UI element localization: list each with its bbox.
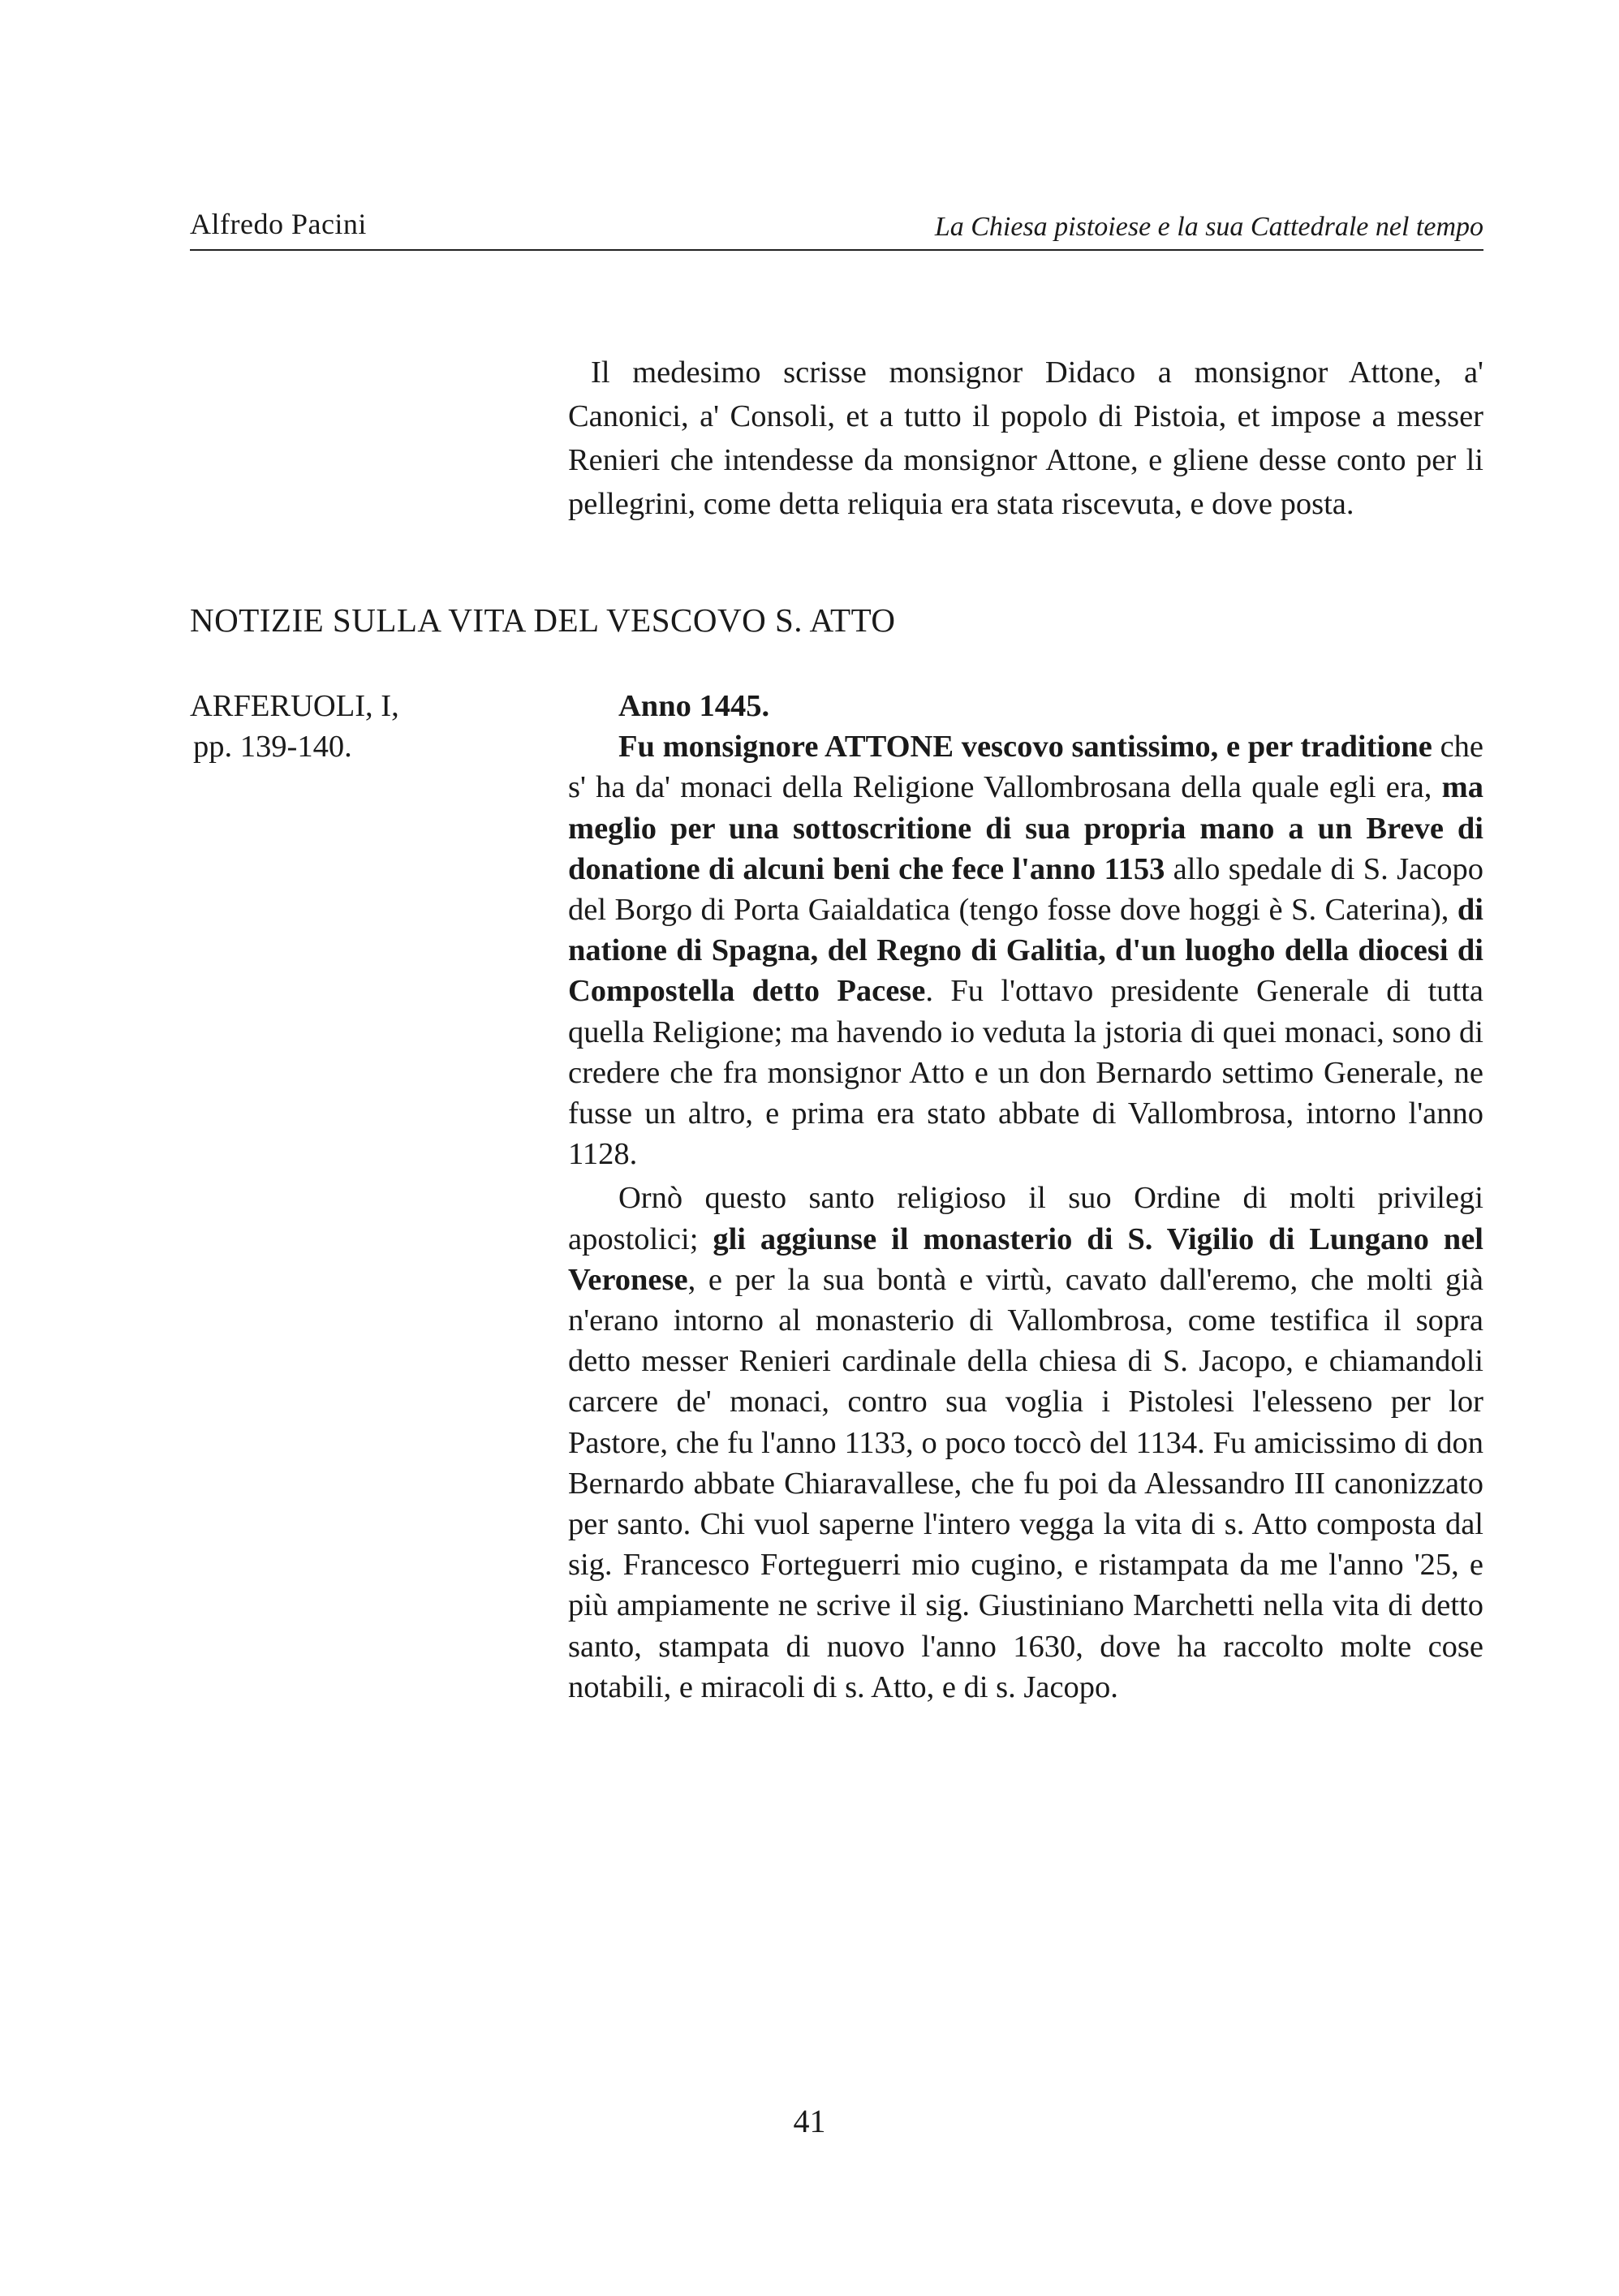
text-run: . Fu l'ottavo presidente Generale di tutta quella Religione; ma havendo io veduta la jstoria di quei monaci, sono di credere che fra monsignor Atto e un don Bernardo settimo Generale, ne fusse un altro, e prima era stato abbate di Vallombrosa, intorno l'anno 1128.	[568, 974, 1483, 1172]
bold-text-run: ma meglio per una sottoscritione di sua propria mano a un Breve di donatione di alcuni beni che fece l'anno 1153	[568, 770, 1483, 886]
bold-text-run: Fu monsignore ATTONE vescovo santissimo, e per traditione	[618, 730, 1432, 765]
source-author: ARFERUOLI, I,	[190, 689, 399, 723]
entry-paragraph-2	[568, 1178, 1483, 1708]
running-head	[190, 207, 1483, 251]
source-pages: pp. 139-140.	[193, 730, 352, 764]
text-run: che s' ha da' monaci della Religione Vallombrosana della quale egli era,	[568, 730, 1484, 805]
header-book-title: La Chiesa pistoiese e la sua Cattedrale nel tempo	[934, 212, 1483, 242]
text-run: Ornò questo santo religioso il suo Ordine di molti privilegi apostolici;	[568, 1181, 1483, 1256]
bold-text-run: gli aggiunse il monasterio di S. Vigilio di Lungano nel Veronese	[568, 1221, 1483, 1297]
entry-year: Anno 1445.	[618, 689, 770, 723]
text-run: , e per la sua bontà e virtù, cavato dall'eremo, che molti già n'erano intorno al monasterio di Vallombrosa, come testifica il sopra detto messer Renieri cardinale della chiesa di S. Jacopo, e chiamandoli carcere de' monaci, contro sua voglia i Pistolesi l'elesseno per lor Pastore, che fu l'anno 1133, o poco toccò del 1134. Fu amicissimo di don Bernardo abbate Chiaravallese, che fu poi da Alessandro III canonizzato per santo. Chi vuol saperne l'intero vegga la vita di s. Atto composta dal sig. Francesco Forteguerri mio cugino, e ristampata da me l'anno '25, e più ampiamente ne scrive il sig. Giustiniano Marchetti nella vita di detto santo, stampata di nuovo l'anno 1630, dove ha raccolto molte cose notabili, e miracoli di s. Atto, e di s. Jacopo.	[568, 1262, 1483, 1704]
source-citation	[190, 686, 399, 767]
text-run: allo spedale di S. Jacopo del Borgo di Porta Gaialdatica (tengo fosse dove hoggi è S. Caterina),	[568, 851, 1483, 928]
header-author: Alfredo Pacini	[190, 208, 367, 240]
entry-paragraph-1	[568, 726, 1483, 1174]
page-number: 41	[793, 2103, 826, 2139]
entry-body	[568, 686, 1483, 1708]
section-heading: NOTIZIE SULLA VITA DEL VESCOVO S. ATTO	[190, 601, 896, 639]
intro-paragraph: Il medesimo scrisse monsignor Didaco a monsignor Attone, a' Canonici, a' Consoli, et a tutto il popolo di Pistoia, et impose a messer Renieri che intendesse da monsignor Attone, e gliene desse conto per li pellegrini, come detta reliquia era stata riscevuta, e dove posta.	[568, 355, 1483, 521]
bold-text-run: di natione di Spagna, del Regno di Galitia, d'un luogho della diocesi di Compostella detto Pacese	[568, 893, 1483, 1009]
